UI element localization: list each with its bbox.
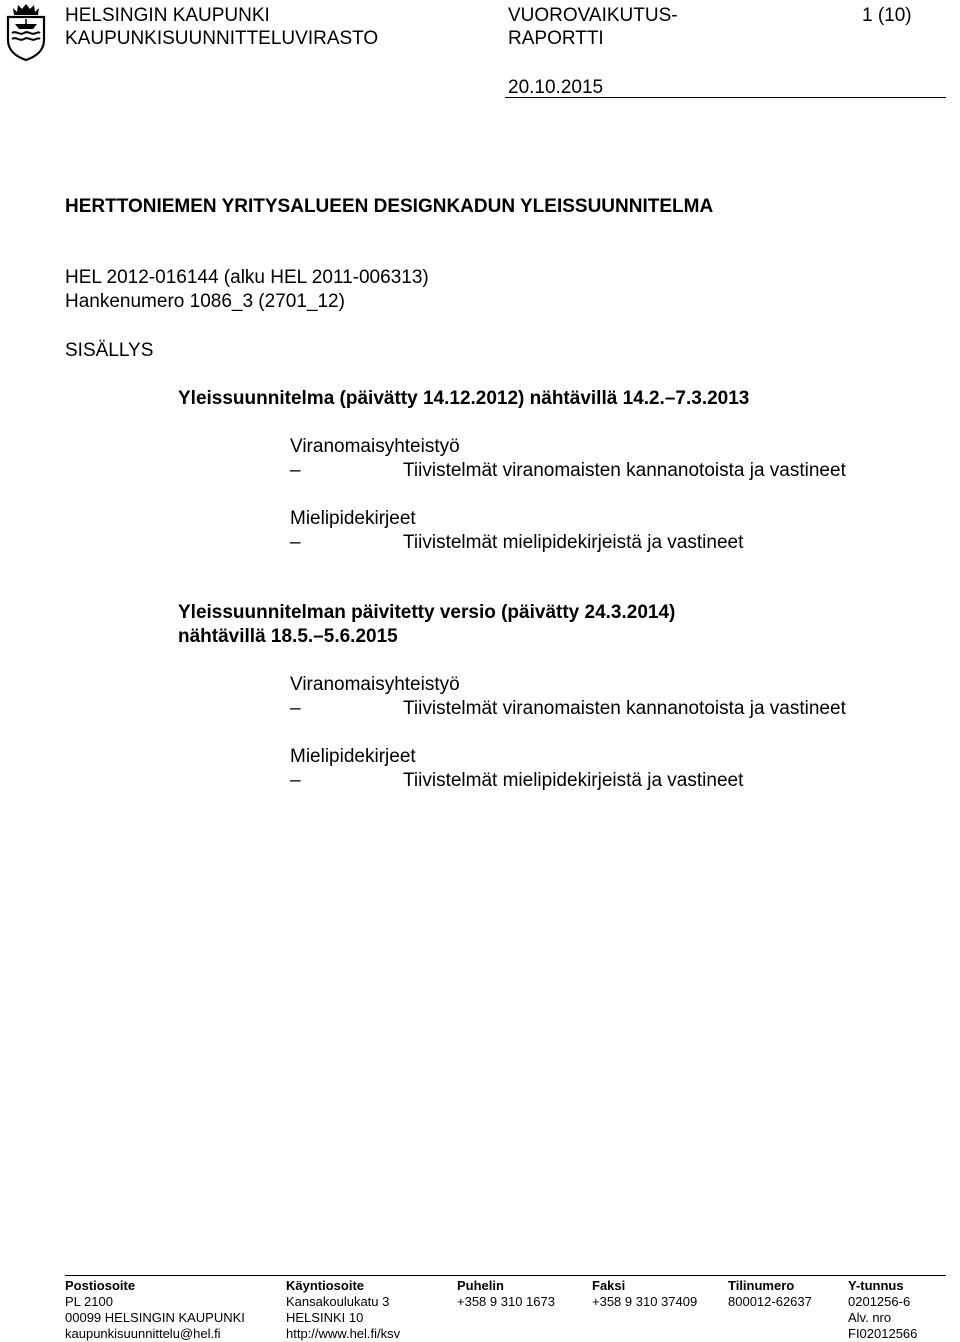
footer-business-id: 0201256-6 (848, 1294, 911, 1309)
footer-website: http://www.hel.fi/ksv (286, 1326, 401, 1341)
footer-visiting-line: Kansakoulukatu 3 (286, 1294, 390, 1309)
footer-heading-visiting: Käyntiosoite (286, 1278, 365, 1293)
group-label: Viranomaisyhteistyö (290, 674, 460, 695)
footer-heading-phone: Puhelin (457, 1278, 504, 1293)
list-dash: – (290, 698, 301, 719)
section-heading: Yleissuunnitelma (päivätty 14.12.2012) nähtävillä 14.2.–7.3.2013 (178, 388, 750, 409)
footer-heading-postal: Postiosoite (65, 1278, 136, 1293)
footer-fax: +358 9 310 37409 (592, 1294, 698, 1309)
footer-heading-business-id: Y-tunnus (848, 1278, 904, 1293)
list-item: Tiivistelmät mielipidekirjeistä ja vastineet (403, 532, 744, 553)
list-dash: – (290, 532, 301, 553)
section-heading-continued: nähtävillä 18.5.–5.6.2015 (178, 626, 398, 647)
footer-email: kaupunkisuunnittelu@hel.fi (65, 1326, 221, 1341)
footer-postal-line: PL 2100 (65, 1294, 113, 1309)
reference-number: HEL 2012-016144 (alku HEL 2011-006313) (65, 267, 429, 288)
section-heading: Yleissuunnitelman päivitetty versio (päivätty 24.3.2014) (178, 602, 676, 623)
footer-postal-line: 00099 HELSINGIN KAUPUNKI (65, 1310, 245, 1325)
page-number: 1 (10) (862, 5, 912, 26)
contents-heading: SISÄLLYS (65, 340, 154, 361)
footer-vat-label: Alv. nro (848, 1310, 892, 1325)
footer-account: 800012-62637 (728, 1294, 812, 1309)
list-item: Tiivistelmät mielipidekirjeistä ja vastineet (403, 770, 744, 791)
helsinki-crest-icon (3, 2, 49, 62)
document-type-continued: RAPORTTI (508, 28, 604, 49)
list-item: Tiivistelmät viranomaisten kannanotoista ja vastineet (403, 460, 846, 481)
group-label: Mielipidekirjeet (290, 508, 416, 529)
group-label: Mielipidekirjeet (290, 746, 416, 767)
footer-heading-fax: Faksi (592, 1278, 626, 1293)
list-item: Tiivistelmät viranomaisten kannanotoista ja vastineet (403, 698, 846, 719)
document-date: 20.10.2015 (508, 77, 604, 98)
footer-rule (65, 1275, 946, 1276)
header-rule (505, 97, 946, 98)
footer-heading-account: Tilinumero (728, 1278, 795, 1293)
footer-vat-number: FI02012566 (848, 1326, 918, 1341)
list-dash: – (290, 770, 301, 791)
footer-phone: +358 9 310 1673 (457, 1294, 555, 1309)
org-name: HELSINGIN KAUPUNKI (65, 5, 270, 26)
department-name: KAUPUNKISUUNNITTELUVIRASTO (65, 28, 379, 49)
document-type: VUOROVAIKUTUS- (508, 5, 678, 26)
footer-visiting-line: HELSINKI 10 (286, 1310, 364, 1325)
group-label: Viranomaisyhteistyö (290, 436, 460, 457)
project-number: Hankenumero 1086_3 (2701_12) (65, 291, 345, 312)
list-dash: – (290, 460, 301, 481)
page-title: HERTTONIEMEN YRITYSALUEEN DESIGNKADUN YLEISSUUNNITELMA (65, 196, 714, 217)
